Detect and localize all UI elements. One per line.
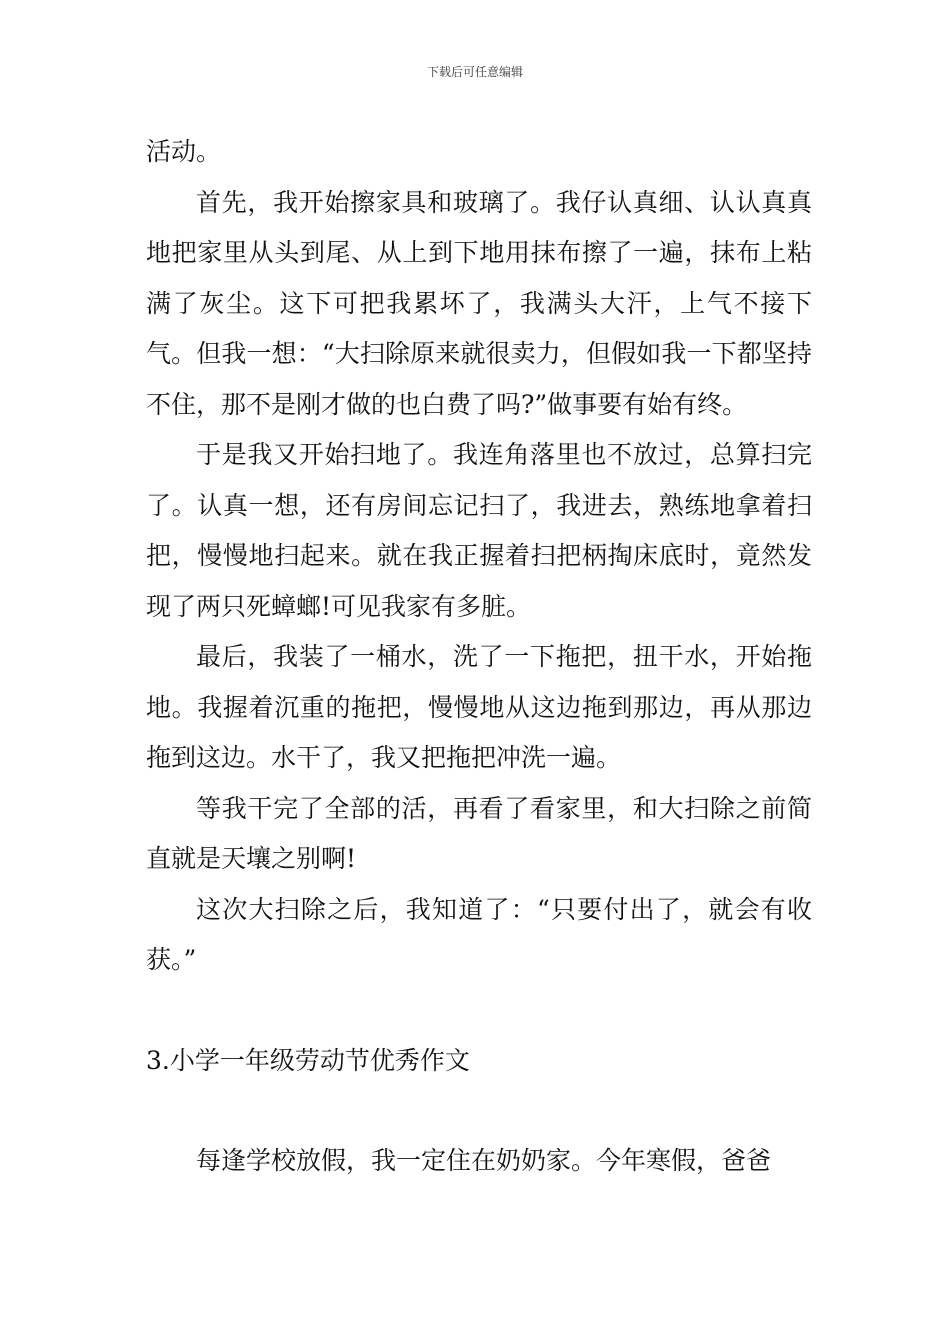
paragraph-new-essay: 每逢学校放假，我一定住在奶奶家。今年寒假，爸爸 — [196, 1146, 772, 1175]
section-heading: 3.小学一年级劳动节优秀作文 — [146, 1045, 470, 1075]
page-header: 下载后可任意编辑 — [426, 65, 523, 79]
paragraph-conclusion: 这次大扫除之后，我知道了：“只要付出了，就会有收获。” — [146, 894, 812, 974]
paragraph-finished: 等我干完了全部的活，再看了看家里，和大扫除之前简直就是天壤之别啊! — [146, 793, 812, 873]
document-body — [146, 127, 812, 1187]
paragraph-mopping: 最后，我装了一桶水，洗了一下拖把，扭干水，开始拖地。我握着沉重的拖把，慢慢地从这边拖到那边，再从那边拖到这边。水干了，我又把拖把冲洗一遍。 — [146, 642, 812, 772]
paragraph-sweeping: 于是我又开始扫地了。我连角落里也不放过，总算扫完了。认真一想，还有房间忘记扫了，我进去，熟练地拿着扫把，慢慢地扫起来。就在我正握着扫把柄掏床底时，竟然发现了两只死蟑螂!可见我家有多脏。 — [146, 440, 812, 621]
paragraph-wiping: 首先，我开始擦家具和玻璃了。我仔认真细、认认真真地把家里从头到尾、从上到下地用抹布擦了一遍，抹布上粘满了灰尘。这下可把我累坏了，我满头大汗，上气不接下气。但我一想：“大扫除原来就很卖力，但假如我一下都坚持不住，那不是刚才做的也白费了吗?”做事要有始有终。 — [146, 187, 812, 419]
paragraph-continuation: 活动。 — [146, 137, 222, 166]
